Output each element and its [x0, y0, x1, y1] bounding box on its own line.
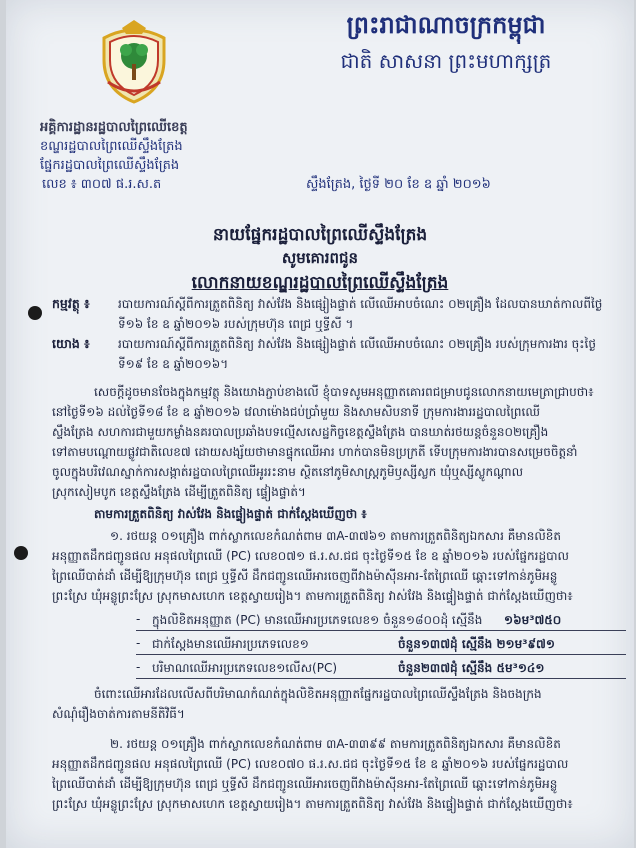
- document-page: [6, 0, 634, 848]
- findings-heading: តាមការត្រួតពិនិត្យ វាស់វែង និងផ្ទៀងផ្ទាត់ ជាក់ស្តែងឃើញថា ៖: [94, 507, 367, 521]
- reference-number: លេខ ៖ ៣០៧ ផ.រ.ស.ត: [42, 177, 162, 192]
- body-paragraph-line: នៅថ្ងៃទី១៦ ដល់ថ្ងៃទី១៨ ខែ ឧ ឆ្នាំ២០១៦ វេលាម៉ោងជប់ប្រាំមួយ និងសាមសិបនាទី ក្រុមការងាររដ្ឋបាលព្រៃឈើ: [52, 405, 541, 419]
- item-1-line: ព្រៃឈើបាត់ដាំ ដើម្បីឱ្យក្រុមហ៊ុន ពេជ្រ ឬទ្ធីសី ដឹកជញ្ជូនឈើអារចេញពីវាងម៉ាស៊ីនអារ-តែព្រៃឈើ ឆ្ពោះទៅកាន់ភូមិអន្លូ: [52, 569, 558, 583]
- table-row-label: ជាក់ស្តែងមានឈើអារប្រភេទលេខ១: [152, 637, 309, 651]
- table-row-value: ចំនួន២៣៧ដុំ ស្មើនឹង ៥ម³១៤១: [398, 661, 545, 675]
- national-motto: ជាតិ សាសនា ព្រះមហាក្សត្រ: [340, 49, 552, 73]
- org-line-2: ខណ្ឌរដ្ឋបាលព្រៃឈើស្ទឹងត្រែង: [40, 139, 183, 154]
- item-1-line: អនុញ្ញាតដឹកជញ្ជូនផល អនុផលព្រៃឈើ (PC) លេខ០៧១ ផ.រ.ស.ជជ ចុះថ្ងៃទី១៥ ខែ ឧ ឆ្នាំ២០១៦ របស់ផ្នែករដ្ឋបាល: [52, 549, 569, 563]
- item-1-line: ព្រះស្រែ ឃុំអន្លូព្រះស្រែ ស្រុកមាសហេក ខេត្តស្វាយរៀង។ តាមការត្រួតពិនិត្យ វាស់វែង និងផ្ទៀងផ្ទាត់ ជាក់ស្តែងឃើញថា៖: [52, 589, 573, 603]
- table-rule: [136, 678, 626, 679]
- forestry-emblem-logo: [94, 20, 174, 104]
- table-row-value: ចំនួន១៣៧ដុំ ស្មើនឹង ២១ម³៩៧១: [398, 637, 555, 651]
- item-2-line: ព្រៃឈើបាត់ដាំ ដើម្បីឱ្យក្រុមហ៊ុន ពេជ្រ ឬទ្ធីសី ដឹកជញ្ជូនឈើអារចេញពីវាងម៉ាស៊ីនអារ-តែព្រៃឈើ ឆ្ពោះទៅកាន់ភូមិអន្លូ: [52, 777, 558, 791]
- item-2-line: ព្រះស្រែ ឃុំអន្លូព្រះស្រែ ស្រុកមាសហេក ខេត្តស្វាយរៀង។ តាមការត្រួតពិនិត្យ វាស់វែង និងផ្ទៀងផ្ទាត់ ជាក់ស្តែងឃើញថា៖: [52, 797, 573, 811]
- table-rule: [136, 630, 626, 631]
- item-1-line: ១. រថយន្ត ០១គ្រឿង ពាក់ស្លាកលេខកំណត់ពាម ៣A-៣៧៦១ តាមការត្រួតពិនិត្យឯកសារ គឺមានលិខិត: [110, 529, 562, 543]
- subject-label: កម្មវត្ថុ ៖: [52, 296, 90, 311]
- org-line-3: ផ្នែករដ្ឋបាលព្រៃឈើស្ទឹងត្រែង: [40, 158, 180, 173]
- issuing-office: [40, 118, 270, 175]
- reference-label: យោង ៖: [52, 336, 90, 351]
- org-line-1: អគ្គិការដ្ឋានរដ្ឋបាលព្រៃឈើខេត្ត: [40, 120, 188, 135]
- body-paragraph-line: ចំពោះឈើអារដែលលើសពីបរិមាណកំណត់ក្នុងលិខិតអនុញ្ញាតផ្នែករដ្ឋបាលព្រៃឈើស្ទឹងត្រែង និងចងក្រង: [94, 687, 542, 701]
- sender-title: នាយផ្នែករដ្ឋបាលព្រៃឈើស្ទឹងត្រែង: [212, 225, 428, 245]
- body-paragraph-line: ស្ទឹងត្រែង សហការជាមួយកម្លាំងនគរបាលប្រឆាំងបទល្មើសសេដ្ឋកិច្ចខេត្តស្ទឹងត្រែង បានឃាត់រថយន្តចំនួន០២គ្រឿង: [52, 425, 549, 439]
- subject-line-1: របាយការណ៍ស្តីពីការត្រួតពិនិត្យ វាស់វែង និងផ្សៀងផ្ទាត់ លើឈើអាបចំណេះ ០២គ្រឿង ដែលបានឃាត់កាលពីថ្ងៃ: [118, 297, 603, 311]
- punch-hole: [28, 306, 42, 320]
- item-2-line: ២. រថយន្ត ០១គ្រឿង ពាក់ស្លាកលេខកំណត់ពាម ៣A-៣៣៩៩ តាមការត្រួតពិនិត្យឯកសារ គឺមានលិខិត: [110, 737, 561, 751]
- dash-bullet: -: [136, 636, 141, 650]
- respect-line: សូមគោរពជូន: [281, 249, 359, 267]
- dash-bullet: -: [136, 660, 141, 674]
- body-paragraph-line: ស្រុកសៀមបូក ខេត្តស្ទឹងត្រែង ដើម្បីត្រួតពិនិត្យ ផ្ទៀងផ្ទាត់។: [52, 485, 306, 499]
- table-rule: [136, 654, 626, 655]
- reference-line-1: របាយការណ៍ស្តីពីការត្រួតពិនិត្យ វាស់វែង និងផ្សៀងផ្ទាត់ លើឈើអាបចំណេះ ០២គ្រឿង របស់ក្រុមការងារ ចុះថ្ងៃ: [118, 337, 596, 351]
- document-date: ស្ទឹងត្រែង, ថ្ងៃទី ២០ ខែ ឧ ឆ្នាំ ២០១៦: [306, 177, 491, 192]
- body-paragraph-line: សេចក្តីដូចមានចែងក្នុងកម្មវត្ថុ និងយោងភ្ជាប់ខាងលើ ខ្ញុំបាទសូមអនុញ្ញាតគោរពជម្រាបជូនលោកនាយមេត្រាជ្រាបថា៖: [94, 385, 594, 399]
- body-paragraph-line: ចូលក្នុងបរិវេណស្នាក់ការសង្កាត់រដ្ឋបាលព្រៃឈើអូររះនាម ស្ថិតនៅភូមិសាស្រ្តភូមិឫស្សីស្លក ឃុំឬស្សីស្លូកណ្តាល: [52, 465, 524, 479]
- item-2-line: អនុញ្ញាតដឹកជញ្ជូនផល អនុផលព្រៃឈើ (PC) លេខ០៧០ ផ.រ.ស.ជជ ចុះថ្ងៃទី១៥ ខែ ឧ ឆ្នាំ២០១៦ របស់ផ្នែករដ្ឋបាល: [52, 757, 569, 771]
- table-row-label: បរិមាណឈើអារប្រភេទលេខ១លើស(PC): [152, 661, 337, 675]
- punch-hole: [14, 546, 28, 560]
- reference-line-2: ទី១៩ ខែ ឧ ឆ្នាំ២០១៦។: [118, 357, 229, 371]
- table-row-value: ១៦ម³៧៥០: [504, 613, 562, 627]
- body-paragraph-line: សំណុំរឿងចាត់ការតាមនីតិវិធី។: [52, 707, 185, 721]
- subject-line-2: ទី១៦ ខែ ឧ ឆ្នាំ២០១៦ របស់ក្រុមហ៊ុន ពេជ្រ ឬទ្ធីសី ។: [118, 317, 354, 331]
- body-paragraph-line: ទៅតាមបណ្តោយផ្លូវជាតិលេខ៧ ដោយសង្ស័យថាមានផ្ទុកឈើអារ ហាក់បានមិនប្រក្រតី ទើបក្រុមការងារបានសម្រេចចិត្តនាំ: [52, 445, 578, 459]
- dash-bullet: -: [136, 612, 141, 626]
- kingdom-heading: ព្រះរាជាណាចក្រកម្ពុជា: [346, 11, 546, 39]
- table-row-label: ក្នុងលិខិតអនុញ្ញាត (PC) មានឈើអារប្រភេទលេខ១ ចំនួន១៨០០ដុំ ស្មើនឹង: [152, 613, 483, 627]
- recipient-title: លោកនាយខណ្ឌរដ្ឋបាលព្រៃឈើស្ទឹងត្រែង: [191, 273, 449, 293]
